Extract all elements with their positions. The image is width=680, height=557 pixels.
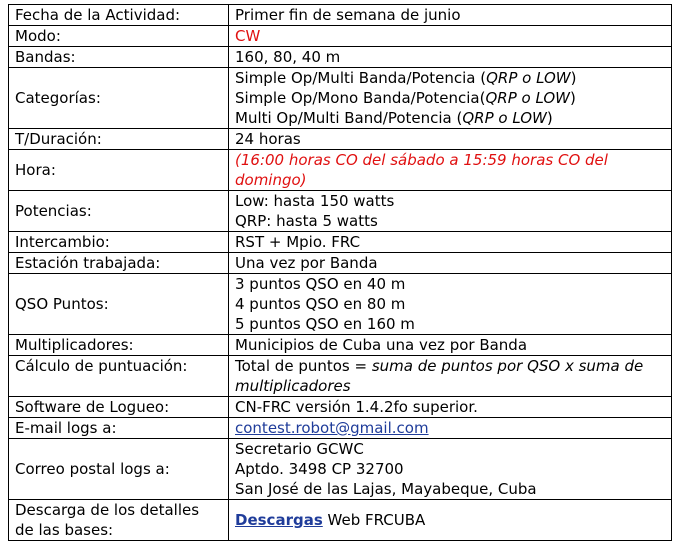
row-label: Software de Logueo:	[9, 397, 229, 418]
row-value: Municipios de Cuba una vez por Banda	[229, 335, 672, 356]
category-line: Multi Op/Multi Band/Potencia (QRP o LOW)	[235, 109, 553, 127]
row-label: QSO Puntos:	[9, 274, 229, 335]
row-value	[229, 191, 672, 232]
row-label: Intercambio:	[9, 232, 229, 253]
label-line: de las bases:	[15, 521, 114, 539]
row-value: Total de puntos = suma de puntos por QSO x suma de multiplicadores	[229, 356, 672, 397]
row-value	[229, 418, 672, 439]
row-value: 160, 80, 40 m	[229, 47, 672, 68]
row-value: (16:00 horas CO del sábado a 15:59 horas CO del domingo)	[229, 150, 672, 191]
table-row	[9, 129, 672, 150]
table-row	[9, 26, 672, 47]
table-row	[9, 191, 672, 232]
row-value: CN-FRC versión 1.4.2fo superior.	[229, 397, 672, 418]
row-label	[9, 500, 229, 541]
category-line: Simple Op/Mono Banda/Potencia(QRP o LOW)	[235, 89, 576, 107]
row-value	[229, 439, 672, 500]
row-label: Estación trabajada:	[9, 253, 229, 274]
table-row	[9, 335, 672, 356]
row-label: Bandas:	[9, 47, 229, 68]
address-line: Secretario GCWC	[235, 440, 364, 458]
row-label: Potencias:	[9, 191, 229, 232]
row-value	[229, 500, 672, 541]
table-row	[9, 253, 672, 274]
row-value	[229, 274, 672, 335]
row-label: Correo postal logs a:	[9, 439, 229, 500]
row-value: CW	[229, 26, 672, 47]
table-row	[9, 47, 672, 68]
address-line: Aptdo. 3498 CP 32700	[235, 460, 404, 478]
row-value: 24 horas	[229, 129, 672, 150]
table-row	[9, 397, 672, 418]
qso-points-line: 4 puntos QSO en 80 m	[235, 295, 406, 313]
table-row	[9, 418, 672, 439]
downloads-suffix: Web FRCUBA	[322, 511, 426, 529]
row-label: Cálculo de puntuación:	[9, 356, 229, 397]
row-value: Primer fin de semana de junio	[229, 5, 672, 26]
row-label: E-mail logs a:	[9, 418, 229, 439]
table-row	[9, 439, 672, 500]
table-row	[9, 150, 672, 191]
row-label: Hora:	[9, 150, 229, 191]
row-value: RST + Mpio. FRC	[229, 232, 672, 253]
row-label: T/Duración:	[9, 129, 229, 150]
row-label: Categorías:	[9, 68, 229, 129]
label-line: Descarga de los detalles	[15, 501, 200, 519]
power-line: Low: hasta 150 watts	[235, 192, 395, 210]
table-row	[9, 274, 672, 335]
row-label: Fecha de la Actividad:	[9, 5, 229, 26]
row-value	[229, 68, 672, 129]
table-row	[9, 5, 672, 26]
address-line: San José de las Lajas, Mayabeque, Cuba	[235, 480, 537, 498]
qso-points-line: 3 puntos QSO en 40 m	[235, 275, 406, 293]
email-link[interactable]: contest.robot@gmail.com	[235, 419, 429, 437]
category-line: Simple Op/Multi Banda/Potencia (QRP o LOW)	[235, 69, 577, 87]
table-row	[9, 356, 672, 397]
row-label: Modo:	[9, 26, 229, 47]
table-row	[9, 68, 672, 129]
power-line: QRP: hasta 5 watts	[235, 212, 378, 230]
table-row	[9, 500, 672, 541]
table-row	[9, 232, 672, 253]
downloads-link[interactable]: Descargas	[235, 511, 323, 529]
row-label: Multiplicadores:	[9, 335, 229, 356]
contest-rules-table	[8, 4, 672, 541]
qso-points-line: 5 puntos QSO en 160 m	[235, 315, 415, 333]
row-value: Una vez por Banda	[229, 253, 672, 274]
